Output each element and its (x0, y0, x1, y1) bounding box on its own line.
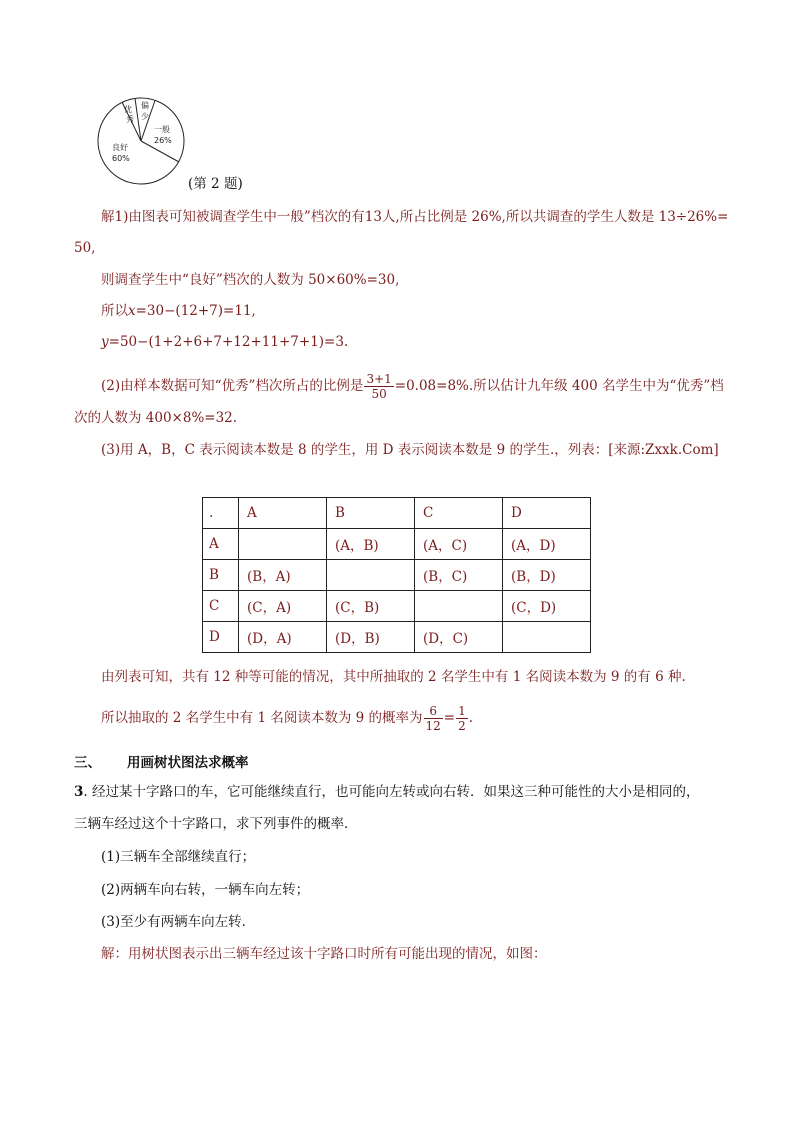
solution-line-3 (101, 301, 256, 321)
fraction-6-12 (424, 704, 443, 733)
solution-line-4-expr: =50−(1+2+6+7+12+11+7+1)=3. (108, 334, 349, 350)
table-cell: (B，D) (503, 560, 591, 591)
table-row-label: B (203, 560, 239, 591)
table-cell: (C，B) (327, 591, 415, 622)
table-row (203, 560, 591, 591)
fraction-1-2-num: 1 (458, 704, 466, 718)
conclusion-line-2 (101, 704, 473, 733)
table-row-label: C (203, 591, 239, 622)
question-item-3: (3)至少有两辆车向左转． (101, 914, 256, 930)
fraction-1-2 (456, 704, 468, 733)
table-cell: (B，A) (239, 560, 327, 591)
section-heading (74, 753, 249, 773)
pie-label-lianghao-1: 良好 (112, 143, 128, 152)
solution-line-5 (101, 372, 724, 401)
question-item-1: (1)三辆车全部继续直行； (101, 849, 256, 865)
table-cell: (A，B) (327, 529, 415, 560)
solution-line-3-prefix: 所以 (101, 303, 128, 319)
table-row (203, 622, 591, 653)
pie-chart (96, 96, 186, 186)
section-number: 三、 (74, 755, 101, 771)
section-title: 用画树状图法求概率 (127, 755, 249, 771)
solution-line-5b: 次的人数为 400×8%=32. (74, 410, 238, 426)
question-number: 3 (74, 784, 84, 800)
conclusion-line-1: 由列表可知，共有 12 种等可能的情况，其中所抽取的 2 名学生中有 1 名阅读本数为 9 的有 6 种. (101, 669, 686, 685)
table-row-label: A (203, 529, 239, 560)
table-cell: (C，D) (503, 591, 591, 622)
question-line-2: 三辆车经过这个十字路口，求下列事件的概率． (74, 816, 358, 832)
pie-label-yiban-2: 26% (154, 136, 172, 145)
pie-label-youxiu-2: 秀 (126, 115, 134, 124)
fraction-youxiu-den: 50 (371, 387, 387, 401)
fraction-1-2-den: 2 (458, 719, 466, 733)
solution-line-4 (101, 332, 348, 352)
table-row (203, 529, 591, 560)
solution-line-1: 解1)由图表可知被调查学生中一般”档次的有13人,所占比例是 26%,所以共调查的学生人数是 13÷26%= (101, 209, 729, 225)
solution-line-3-expr: =30−(12+7)=11, (135, 303, 256, 319)
table-cell (503, 622, 591, 653)
pie-label-youxiu-1: 优 (124, 105, 132, 114)
outcome-table (202, 497, 591, 653)
solution-line-5-rest: =0.08=8%.所以估计九年级 400 名学生中为“优秀”档 (394, 378, 724, 394)
table-cell: (D，A) (239, 622, 327, 653)
table-cell: (A，C) (415, 529, 503, 560)
fraction-youxiu-num: 3+1 (366, 372, 392, 386)
solution-line-5-prefix: (2)由样本数据可知“优秀”档次所占的比例是 (101, 378, 364, 394)
pie-label-yiban-1: 一般 (154, 125, 170, 134)
conclusion-line-2-prefix: 所以抽取的 2 名学生中有 1 名阅读本数为 9 的概率为 (101, 710, 423, 726)
table-corner: . (203, 498, 239, 529)
table-cell (415, 591, 503, 622)
pie-label-lianghao-2: 60% (112, 154, 130, 163)
fraction-youxiu (364, 372, 393, 401)
table-header-cell: A (239, 498, 327, 529)
question-line-1 (74, 782, 700, 802)
table-cell: (B，C) (415, 560, 503, 591)
fraction-6-12-num: 6 (424, 704, 443, 719)
fraction-6-12-den: 12 (425, 719, 441, 733)
pie-label-pianshao-1: 偏 (141, 101, 149, 110)
table-cell: (D，B) (327, 622, 415, 653)
table-cell (327, 560, 415, 591)
table-header-cell: D (503, 498, 591, 529)
table-cell: (C，A) (239, 591, 327, 622)
question-text-1: . 经过某十字路口的车，它可能继续直行，也可能向左转或向右转．如果这三种可能性的大小是相同的， (83, 784, 700, 800)
conclusion-end: . (468, 710, 474, 726)
table-cell: (A，D) (503, 529, 591, 560)
solution-line-2: 则调查学生中“良好”档次的人数为 50×60%=30, (101, 272, 400, 288)
table-header-row (203, 498, 591, 529)
solution-line-6: (3)用 A，B，C 表示阅读本数是 8 的学生，用 D 表示阅读本数是 9 的学生.，列表：[来源:Zxxk.Com] (101, 442, 719, 458)
table-header-cell: B (327, 498, 415, 529)
var-y: y (101, 334, 109, 350)
table-row (203, 591, 591, 622)
figure-caption: (第 2 题) (188, 176, 243, 192)
solution-line-1b: 50, (74, 240, 96, 256)
table-cell: (D，C) (415, 622, 503, 653)
conclusion-eq: = (443, 710, 456, 726)
table-cell (239, 529, 327, 560)
question-item-2: (2)两辆车向右转，一辆车向左转； (101, 882, 310, 898)
table-header-cell: C (415, 498, 503, 529)
table-row-label: D (203, 622, 239, 653)
answer-line: 解：用树状图表示出三辆车经过该十字路口时所有可能出现的情况，如图： (101, 946, 547, 962)
var-x: x (128, 303, 136, 319)
pie-label-pianshao-2: 少 (141, 112, 149, 121)
